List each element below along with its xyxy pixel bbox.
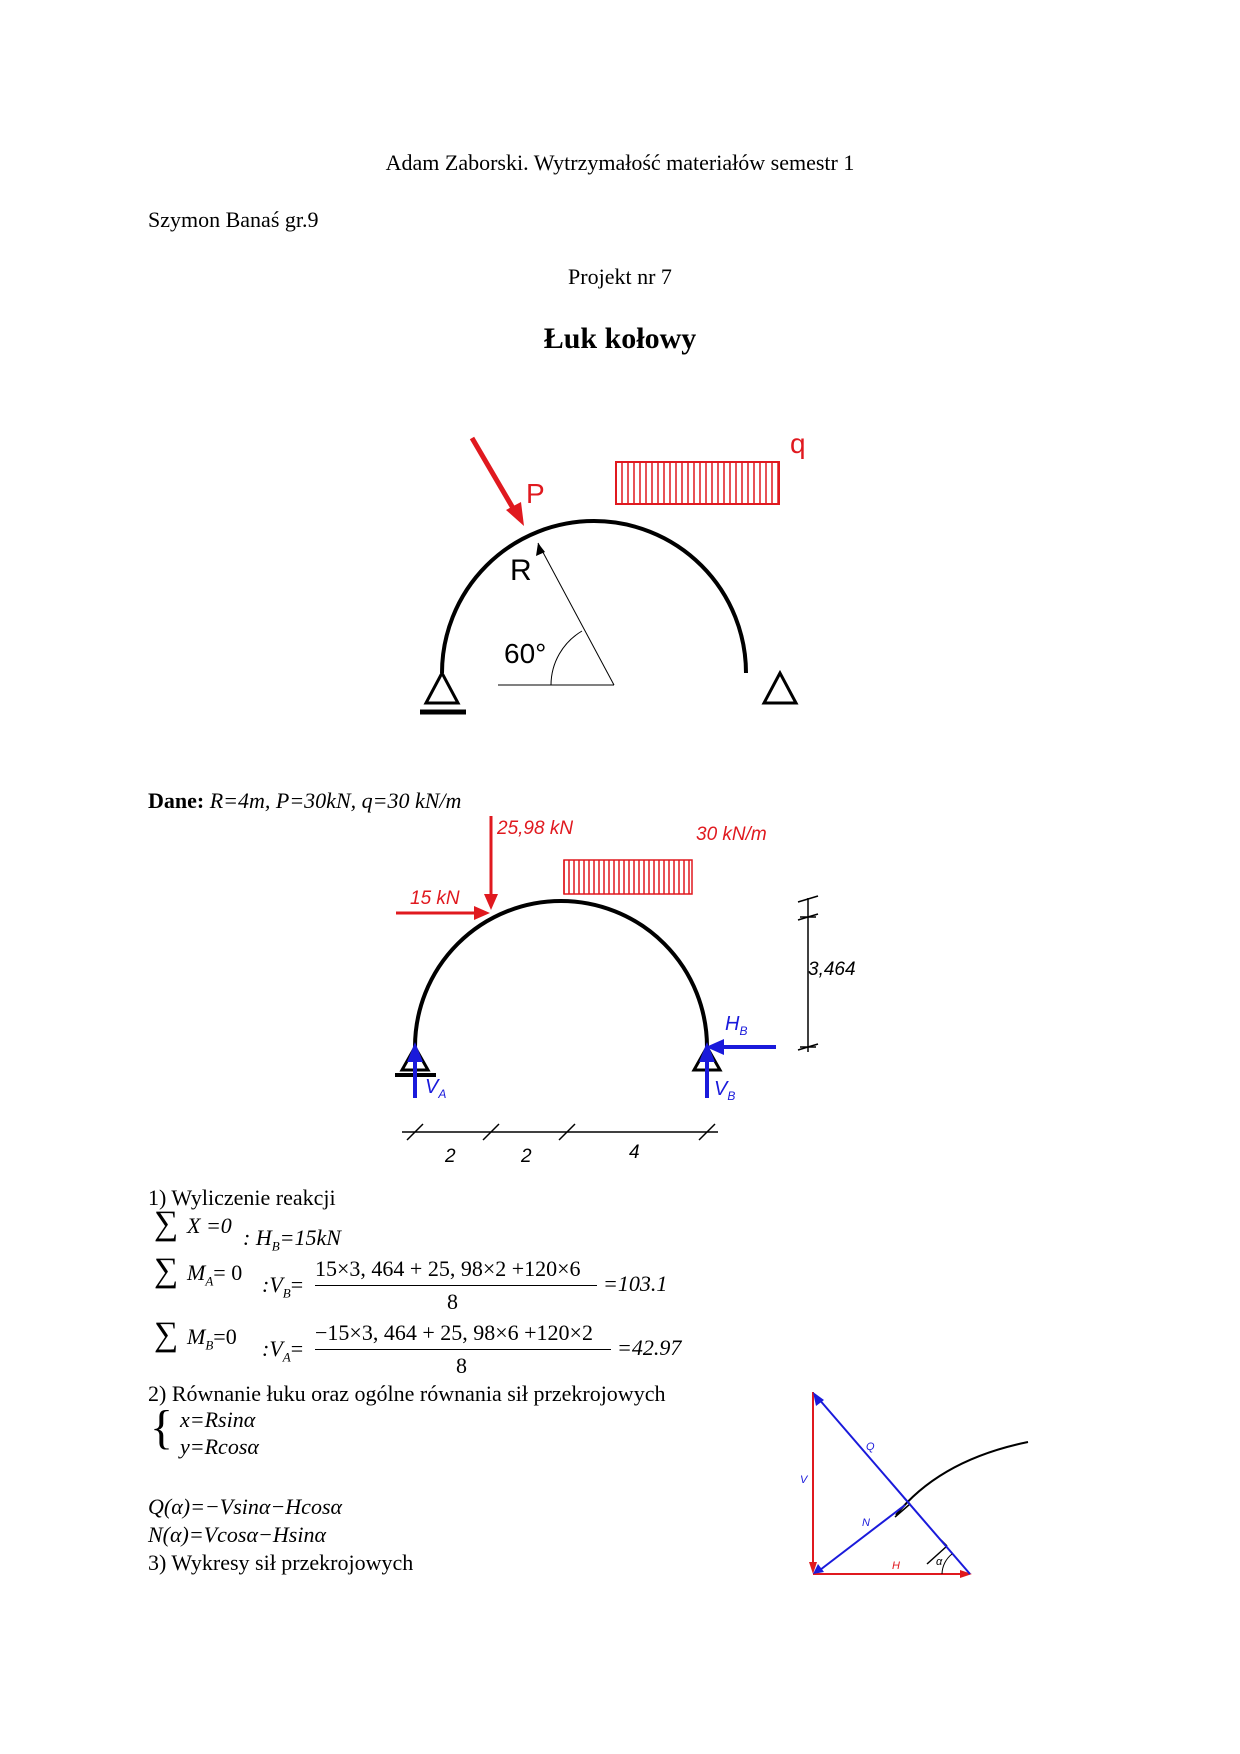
eq3-result: =42.97 [617,1335,682,1360]
section1-heading: 1) Wyliczenie reakcji [148,1185,336,1210]
q-component-line [818,1398,970,1574]
label-r: R [510,554,532,587]
normal-equation: N(α)=Vcosα−Hsinα [148,1522,326,1547]
section3-heading: 3) Wykresy sił przekrojowych [148,1550,414,1575]
span-dimension [402,1124,718,1140]
label-p: P [526,478,545,509]
eq3-numerator: −15×3, 464 + 25, 98×6 +120×2 [315,1320,593,1345]
distributed-load-30 [564,860,689,894]
horizontal-force-arrowhead [474,906,490,920]
eq3-fraction-line [315,1349,611,1350]
eq2-denominator: 8 [447,1289,458,1314]
eq3-left: $M_B=0$ [187,1324,237,1353]
course-header: Adam Zaborski. Wytrzymałość materiałów semestr 1 [385,150,855,175]
label-height: 3,464 [808,959,856,980]
label-vertical-force: 25,98 kN [497,818,574,839]
label-horizontal-force: 15 kN [410,888,460,909]
sum-symbol-1: ∑ [154,1205,179,1242]
eq3-denominator: 8 [456,1353,467,1378]
label-load: 30 kN/m [696,824,767,845]
sum-symbol-2: ∑ [154,1252,179,1289]
page-title: Łuk kołowy [543,322,697,355]
eq2-numerator: 15×3, 464 + 25, 98×2 +120×6 [315,1256,581,1281]
label-vb: $V_B$ [714,1078,736,1103]
h-arrowhead [960,1570,972,1578]
dim-label-1: 2 [445,1146,456,1167]
label-n-small: N [862,1517,870,1529]
eq2-var: $:V_B=$ [262,1272,304,1301]
brace: { [150,1401,174,1454]
distributed-load-q [616,462,778,504]
dim-label-2: 2 [521,1146,532,1167]
force-decomposition-diagram [800,1380,1040,1580]
label-alpha: α [936,1556,943,1568]
x-equation: x=Rsinα [180,1407,256,1432]
arch-curve-2 [415,901,707,1047]
label-angle: 60° [504,638,547,669]
left-pinned-support [420,673,466,712]
force-p-arrow [472,438,517,515]
section2-heading: 2) Równanie łuku oraz ogólne równania sił przekrojowych [148,1381,666,1406]
arch-diagram [400,420,840,720]
author-line: Szymon Banaś gr.9 [148,207,319,232]
eq2-left: $M_A= 0$ [187,1260,243,1289]
angle-arc [551,631,582,685]
eq1-result: : $H_B=15kN$ [243,1225,341,1254]
radius-line [538,543,614,685]
eq3-var: $:V_A=$ [262,1336,304,1365]
label-hb: $H_B$ [725,1013,748,1038]
given-label: Dane: [148,788,205,813]
vertical-force-arrowhead [484,894,498,910]
loaded-arch-diagram [380,810,900,1180]
label-q: q [790,428,806,459]
project-number: Projekt nr 7 [568,264,672,289]
label-h-small: H [892,1560,900,1572]
alpha-arc [942,1554,952,1574]
y-equation: y=Rcosα [180,1434,259,1459]
sum-symbol-3: ∑ [154,1316,179,1353]
shear-equation: Q(α)=−Vsinα−Hcosα [148,1494,343,1519]
va-reaction-arrowhead [407,1042,423,1062]
label-v-small: V [800,1474,808,1486]
label-q-small: Q [866,1441,875,1453]
given-values: R=4m, P=30kN, q=30 kN/m [209,788,462,813]
eq2-result: =103.1 [603,1271,668,1296]
label-va: $V_A$ [425,1076,447,1101]
eq1-left: X =0 [187,1213,232,1238]
eq2-fraction-line [315,1285,597,1286]
dim-label-3: 4 [629,1142,640,1163]
arch-fragment [896,1442,1028,1515]
arch-curve [442,521,746,673]
right-roller-support [764,673,796,703]
